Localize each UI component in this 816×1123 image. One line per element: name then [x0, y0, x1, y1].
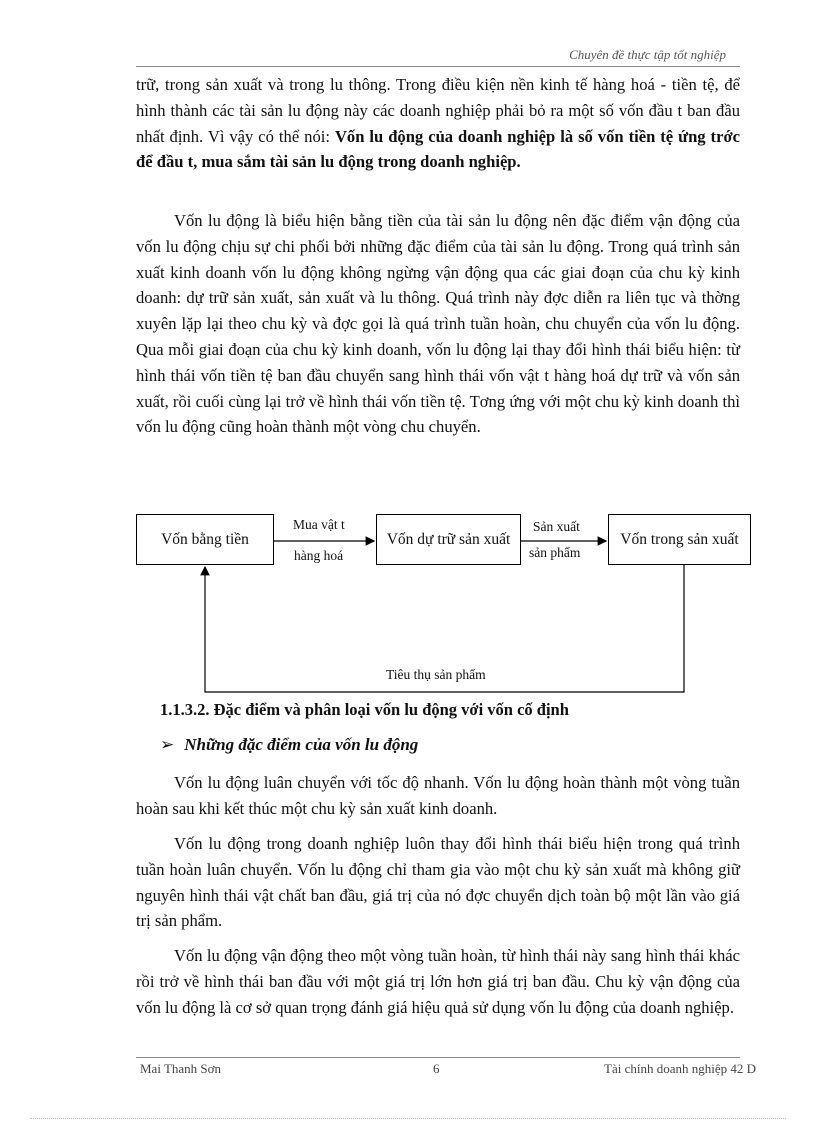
- paragraph-circulation: Vốn lu động là biểu hiện bằng tiền của tài sản lu động nên đặc điểm vận động của vốn lu động chịu sự chi phối bởi những đặc điểm của tài sản lu động. Trong quá trình sản xuất kinh doanh vốn lu động không ngừng vận động qua các giai đoạn của chu kỳ kinh doanh: dự trữ sản xuất, sản xuất và lu thông. Quá trình này đợc diễn ra liên tục và thờng xuyên lặp lại theo chu kỳ và đợc gọi là quá trình tuần hoàn, chu chuyển của vốn lu động. Qua mỗi giai đoạn của chu kỳ kinh doanh, vốn lu động lại thay đổi hình thái biểu hiện: từ hình thái vốn tiền tệ ban đầu chuyển sang hình thái vốn vật t hàng hoá dự trữ và vốn sản xuất, rồi cuối cùng lại trở về hình thái vốn tiền tệ. Tơng ứng với một chu kỳ kinh doanh thì vốn lu động cũng hoàn thành một vòng chu chuyển.: [136, 211, 740, 437]
- subheading-text: Những đặc điểm của vốn lu động: [184, 735, 419, 754]
- paragraph-definition-text: trữ, trong sản xuất và trong lu thông. Trong điều kiện nền kinh tế hàng hoá - tiền tệ, để hình thành các tài sản lu động này các doanh nghiệp phải bỏ ra một số vốn đầu t ban đầu nhất định. Vì vậy có thể nói:: [136, 75, 740, 146]
- paragraph-form-change: Vốn lu động trong doanh nghiệp luôn thay đổi hình thái biểu hiện trong quá trình tuần hoàn luân chuyển. Vốn lu động chỉ tham gia vào một chu kỳ sản xuất mà không giữ nguyên hình thái vật chất ban đầu, giá trị của nó đợc chuyển dịch toàn bộ một lần vào giá trị sản phẩm.: [136, 834, 740, 931]
- paragraph-cycle: Vốn lu động vận động theo một vòng tuần hoàn, từ hình thái này sang hình thái khác rồi trở về hình thái ban đầu với một giá trị lớn hơn giá trị ban đầu. Chu kỳ vận động của vốn lu động là cơ sở quan trọng đánh giá hiệu quả sử dụng vốn lu động của doanh nghiệp.: [136, 946, 740, 1017]
- arrow2-label-top: Sản xuất: [533, 519, 580, 534]
- footer-class: Tài chính doanh nghiệp 42 D: [604, 1061, 756, 1076]
- arrow2-label-bottom: sản phẩm: [529, 545, 581, 560]
- running-header: Chuyên đề thực tập tốt nghiệp: [569, 47, 726, 62]
- arrow1-label-bottom: hàng hoá: [294, 548, 344, 563]
- bullet-arrow-icon: ➢: [160, 735, 175, 754]
- paragraph-fast-turnover: Vốn lu động luân chuyển với tốc độ nhanh. Vốn lu động hoàn thành một vòng tuần hoàn sau khi kết thúc một chu kỳ sản xuất kinh doanh.: [136, 773, 740, 818]
- footer-author: Mai Thanh Sơn: [140, 1061, 222, 1076]
- page-bottom-divider: [30, 1118, 786, 1119]
- arrow1-label-top: Mua vật t: [293, 517, 345, 532]
- box-cash-capital: Vốn bằng tiền: [136, 514, 274, 565]
- definition-bold: Vốn lu động của doanh nghiệp là số vốn tiền tệ ứng trớc để đầu t, mua sắm tài sản lu động trong doanh nghiệp.: [136, 126, 740, 172]
- subheading: [160, 735, 418, 755]
- box-reserve-capital: Vốn dự trữ sản xuất: [376, 514, 521, 565]
- footer-page-number: 6: [433, 1061, 440, 1076]
- section-heading: 1.1.3.2. Đặc điểm và phân loại vốn lu động với vốn cố định: [160, 700, 569, 719]
- footer-rule: [136, 1057, 740, 1058]
- box-production-capital: Vốn trong sản xuất: [608, 514, 751, 565]
- loop-label: Tiêu thụ sản phẩm: [386, 667, 486, 682]
